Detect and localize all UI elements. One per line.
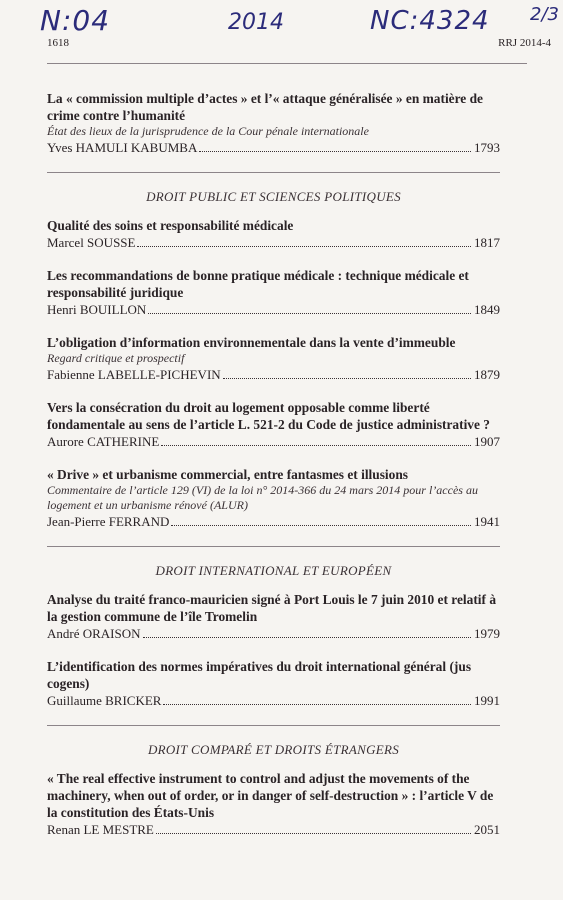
section-divider [47,725,500,726]
author-line [47,234,500,251]
toc-entry[interactable] [47,591,500,642]
handwritten-catalog-number: NC:4324 [370,6,490,36]
entry-title[interactable]: Qualité des soins et responsabilité médicale [47,218,294,233]
toc-entry[interactable] [47,770,500,838]
dot-leader [171,525,471,526]
toc-entry[interactable] [47,217,500,251]
dot-leader [223,378,471,379]
entry-title[interactable]: La « commission multiple d’actes » et l’« attaque généralisée » en matière de crime contre l’humanité [47,91,483,123]
section-divider [47,172,500,173]
entry-page-number: 1793 [474,140,500,155]
toc-entry[interactable] [47,466,500,530]
handwritten-year: 2014 [228,10,284,35]
author-line [47,821,500,838]
entry-title[interactable]: L’obligation d’information environnementale dans la vente d’immeuble [47,335,456,350]
handwritten-annotations [0,4,563,38]
handwritten-fraction: 2/3 [530,4,559,25]
author-line [47,366,500,383]
toc-entry[interactable] [47,334,500,383]
entry-page-number: 1991 [474,693,500,708]
entry-page-number: 1941 [474,514,500,529]
entry-subtitle: Regard critique et prospectif [47,351,185,365]
toc-entry[interactable] [47,399,500,450]
author-line [47,301,500,318]
section-divider [47,546,500,547]
entry-title[interactable]: Analyse du traité franco-mauricien signé à Port Louis le 7 juin 2010 et relatif à la gestion commune de l’île Tromelin [47,592,497,624]
entry-author: Jean-Pierre FERRAND [47,514,170,529]
entry-title[interactable]: Vers la consécration du droit au logement opposable comme liberté fondamentale au sens de l’article L. 521-2 du Code de justice administrative ? [47,400,490,432]
entry-page-number: 2051 [474,822,500,837]
dot-leader [148,313,471,314]
entry-author: André ORAISON [47,626,141,641]
author-line [47,139,500,156]
dot-leader [163,704,471,705]
handwritten-issue-number: N:04 [40,4,111,37]
author-line [47,433,500,450]
toc-entry[interactable] [47,658,500,709]
page-number: 1618 [47,37,69,49]
journal-reference: RRJ 2014-4 [498,37,551,49]
dot-leader [137,246,471,247]
entry-author: Renan LE MESTRE [47,822,154,837]
entry-author: Yves HAMULI KABUMBA [47,140,198,155]
entry-title[interactable]: L’identification des normes impératives du droit international général (jus cogens) [47,659,472,691]
entry-author: Aurore CATHERINE [47,434,160,449]
entry-subtitle: État des lieux de la jurisprudence de la Cour pénale internationale [47,124,369,138]
author-line [47,692,500,709]
dot-leader [161,445,471,446]
entry-author: Henri BOUILLON [47,302,147,317]
entry-subtitle: Commentaire de l’article 129 (VI) de la loi n° 2014-366 du 24 mars 2014 pour l’accès au logement et un urbanisme rénové (ALUR) [47,483,478,512]
entry-author: Guillaume BRICKER [47,693,162,708]
dot-leader [143,637,471,638]
section-heading: DROIT COMPARÉ ET DROITS ÉTRANGERS [147,742,400,757]
entry-title[interactable]: « The real effective instrument to control and adjust the movements of the machinery, when out of order, or in danger of self-destruction » : l’article V de la constitution des États-Unis [47,771,494,820]
entry-title[interactable]: Les recommandations de bonne pratique médicale : technique médicale et responsabilité juridique [47,268,469,300]
entry-page-number: 1849 [474,302,500,317]
entry-title[interactable]: « Drive » et urbanisme commercial, entre fantasmes et illusions [47,467,408,482]
entry-page-number: 1879 [474,367,500,382]
author-line [47,513,500,530]
header-divider [47,63,527,64]
table-of-contents [47,90,500,854]
entry-page-number: 1979 [474,626,500,641]
toc-entry[interactable] [47,267,500,318]
dot-leader [156,833,471,834]
section-heading: DROIT PUBLIC ET SCIENCES POLITIQUES [146,189,401,204]
author-line [47,625,500,642]
dot-leader [199,151,471,152]
entry-page-number: 1907 [474,434,500,449]
toc-entry[interactable] [47,90,500,156]
entry-page-number: 1817 [474,235,500,250]
entry-author: Fabienne LABELLE-PICHEVIN [47,367,221,382]
section-heading: DROIT INTERNATIONAL ET EUROPÉEN [155,563,392,578]
entry-author: Marcel SOUSSE [47,235,136,250]
